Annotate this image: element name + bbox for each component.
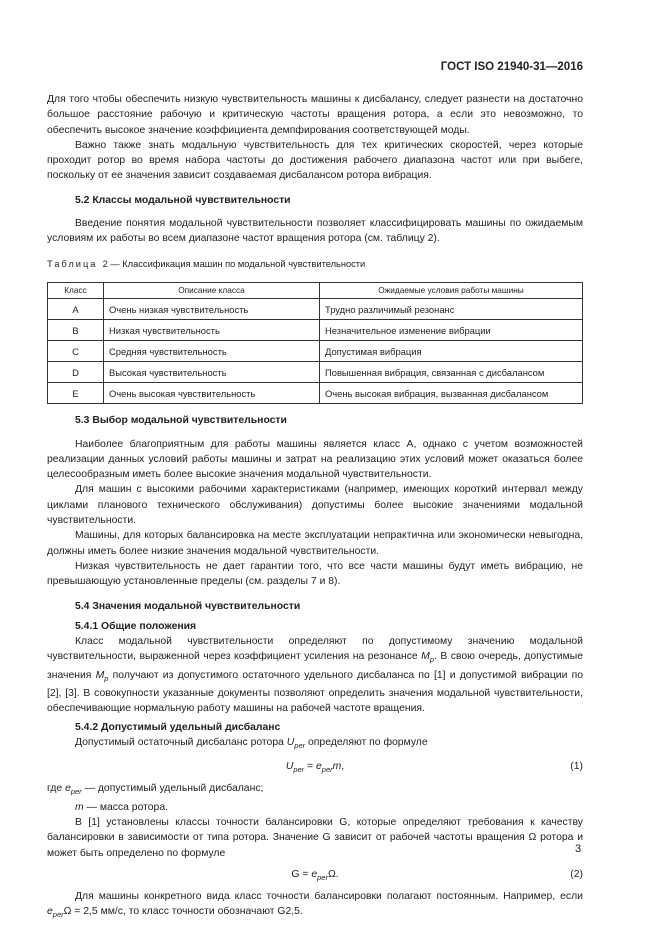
table-cell-description: Низкая чувствительность — [104, 320, 320, 341]
document-header: ГОСТ ISO 21940-31—2016 — [440, 61, 583, 73]
table-cell-description: Очень высокая чувствительность — [104, 383, 320, 404]
page-number: 3 — [575, 843, 582, 855]
section-5-2-heading: 5.2 Классы модальной чувствительности — [75, 194, 291, 206]
symbol-subscript: p — [104, 673, 109, 683]
symbol-subscript: per — [321, 765, 333, 775]
text-run: Класс модальной чувствительности определяют по допустимому значению модальной чувствительности, выраженной через коэффициент усиления на резонансе — [47, 636, 583, 663]
table-row — [48, 362, 583, 383]
table-header-conditions: Ожидаемые условия работы машины — [320, 282, 583, 298]
table-cell-conditions: Трудно различимый резонанс — [320, 299, 583, 320]
section-5-3-paragraph-4: Низкая чувствительность не дает гарантии того, что все части машины будут иметь вибрацию, не превышающую установленные пределы (см. разделы 7 и 8). — [47, 560, 583, 588]
section-5-3-paragraph-2: Для машин с высокими рабочими характеристиками (например, имеющих короткий интервал между циклами планового технического обслуживания) допустимы более высокие значениями модальной чувствительности. — [47, 484, 583, 527]
symbol-base: e — [316, 761, 322, 773]
text-run: — масса ротора. — [83, 801, 168, 813]
symbol-base: m — [75, 801, 84, 813]
text-run: определяют по формуле — [305, 737, 428, 749]
subsection-5-4-2-paragraph-1 — [47, 735, 583, 753]
section-5-4-heading: 5.4 Значения модальной чувствительности — [75, 600, 301, 612]
table-cell-class: D — [48, 362, 104, 383]
equals-sign: = — [304, 761, 317, 773]
subsection-5-4-2-paragraph-2: В [1] установлены классы точности балансировки G, которые определяют требования к качеству балансировки в зависимости от типа ротора. Значение G зависит от рабочей частоты вращения Ω ротора и может быть определено по формуле — [47, 817, 583, 859]
equation-number-2: (2) — [570, 869, 583, 880]
intro-paragraph-2: Важно также знать модальную чувствительность для тех критических скоростей, через которые проходит ротор во время набора частоты до достижения рабочего диапазона частот или при выбеге, поскольку от ее значения зависит создаваемая дисбалансом ротора вибрация. — [47, 139, 583, 182]
table-cell-conditions: Повышенная вибрация, связанная с дисбалансом — [320, 362, 583, 383]
table-cell-class: E — [48, 383, 104, 404]
symbol-subscript: per — [70, 787, 82, 797]
symbol-base: e — [65, 783, 71, 795]
symbol-subscript: per — [293, 765, 305, 775]
symbol-base: m — [332, 761, 342, 773]
table-caption-title: 2 — Классификация машин по модальной чувствительности — [102, 258, 366, 269]
table-row — [48, 299, 583, 320]
symbol-subscript: per — [317, 873, 328, 883]
section-5-2-paragraph: Введение понятия модальной чувствительности позволяет классифицировать машины по ожидаемым условиям их работы во всем диапазоне частот вращения ротора (см. таблицу 2). — [47, 218, 583, 245]
table-cell-description: Очень низкая чувствительность — [104, 299, 320, 320]
table-cell-class: B — [48, 320, 104, 341]
text-run: Допустимый остаточный дисбаланс ротора — [75, 737, 287, 749]
table-row — [48, 341, 583, 362]
subsection-5-4-2-heading: 5.4.2 Допустимый удельный дисбаланс — [75, 721, 281, 733]
formula-lhs: G = — [291, 869, 312, 880]
symbol-subscript: p — [429, 655, 434, 665]
text-run: Для машины конкретного вида класс точности балансировки полагают постоянным. Например, если — [75, 891, 583, 902]
table-caption — [47, 257, 583, 272]
table-header-class: Класс — [48, 282, 104, 298]
table-cell-class: C — [48, 341, 104, 362]
table-cell-conditions: Очень высокая вибрация, вызванная дисбалансом — [320, 383, 583, 404]
table-cell-description: Высокая чувствительность — [104, 362, 320, 383]
text-run: получают из допустимого остаточного удельного дисбаланса по [1] и допустимой вибрации по [2], [3]. В совокупности указанные документы позволяют определить значения модальной чувствительности, обеспечивающие нормальную работу машины на рабочей частоте вращения. — [47, 669, 583, 715]
document-body — [47, 92, 583, 923]
formula-1 — [47, 756, 583, 778]
symbol-base: M — [421, 651, 430, 663]
sensitivity-class-table — [47, 282, 583, 404]
table-header-description: Описание класса — [104, 282, 320, 298]
symbol-base: M — [95, 669, 105, 681]
symbol-M — [96, 670, 109, 681]
table-cell-conditions: Незначительное изменение вибрации — [320, 320, 583, 341]
table-row — [48, 320, 583, 341]
text-run: . В свою очередь, допустимые значения — [47, 651, 583, 681]
symbol-base: U — [285, 761, 294, 773]
subsection-5-4-1-heading: 5.4.1 Общие положения — [75, 620, 197, 632]
symbol-base: e — [47, 906, 53, 918]
symbol-U — [286, 737, 306, 751]
where-clause-1 — [47, 781, 583, 799]
table-cell-conditions: Допустимая вибрация — [320, 341, 583, 362]
symbol-base: e — [311, 869, 318, 880]
section-5-3-heading: 5.3 Выбор модальной чувствительности — [75, 415, 287, 427]
table-header-row — [48, 282, 583, 298]
section-5-3-paragraph-1: Наиболее благоприятным для работы машины является класс A, однако с учетом возможностей реализации данных условий работы машины и затрат на реализацию этих условий может оказаться более целесообразным иметь более высокие значения модальной чувствительности. — [47, 438, 583, 481]
formula-rhs-end: Ω. — [327, 869, 339, 880]
table-cell-class: A — [48, 299, 104, 320]
text-run: где — [47, 783, 66, 795]
text-run: — допустимый удельный дисбаланс; — [81, 783, 264, 795]
formula-1-expression — [47, 759, 583, 777]
table-cell-description: Средняя чувствительность — [104, 341, 320, 362]
subsection-5-4-2-paragraph-3 — [47, 889, 583, 923]
table-caption-word: Таблица — [47, 258, 98, 269]
where-clause-2 — [47, 800, 583, 815]
symbol-M — [421, 651, 434, 665]
table-row — [48, 383, 583, 404]
symbol-subscript: per — [52, 910, 64, 920]
intro-paragraph-1: Для того чтобы обеспечить низкую чувствительность машины к дисбалансу, следует разнести на достаточно большое расстояние рабочую и критическую частоты вращения ротора, а если это невозможно, то обеспечить высокое значение коэффициента демпфирования соответствующей моды. — [47, 94, 583, 136]
symbol-base: U — [286, 737, 295, 749]
formula-2-expression — [47, 867, 583, 885]
section-5-3-paragraph-3: Машины, для которых балансировка на месте эксплуатации непрактична или экономически невыгодна, должны иметь более низкие значения модальной чувствительности. — [47, 530, 583, 557]
subsection-5-4-1-paragraph — [47, 634, 583, 717]
equation-number-1: (1) — [570, 761, 583, 773]
punctuation: , — [341, 761, 345, 773]
text-run: Ω = 2,5 мм/с, то класс точности обозначают G2,5. — [63, 906, 303, 918]
formula-2 — [47, 864, 583, 886]
symbol-subscript: per — [294, 741, 306, 751]
